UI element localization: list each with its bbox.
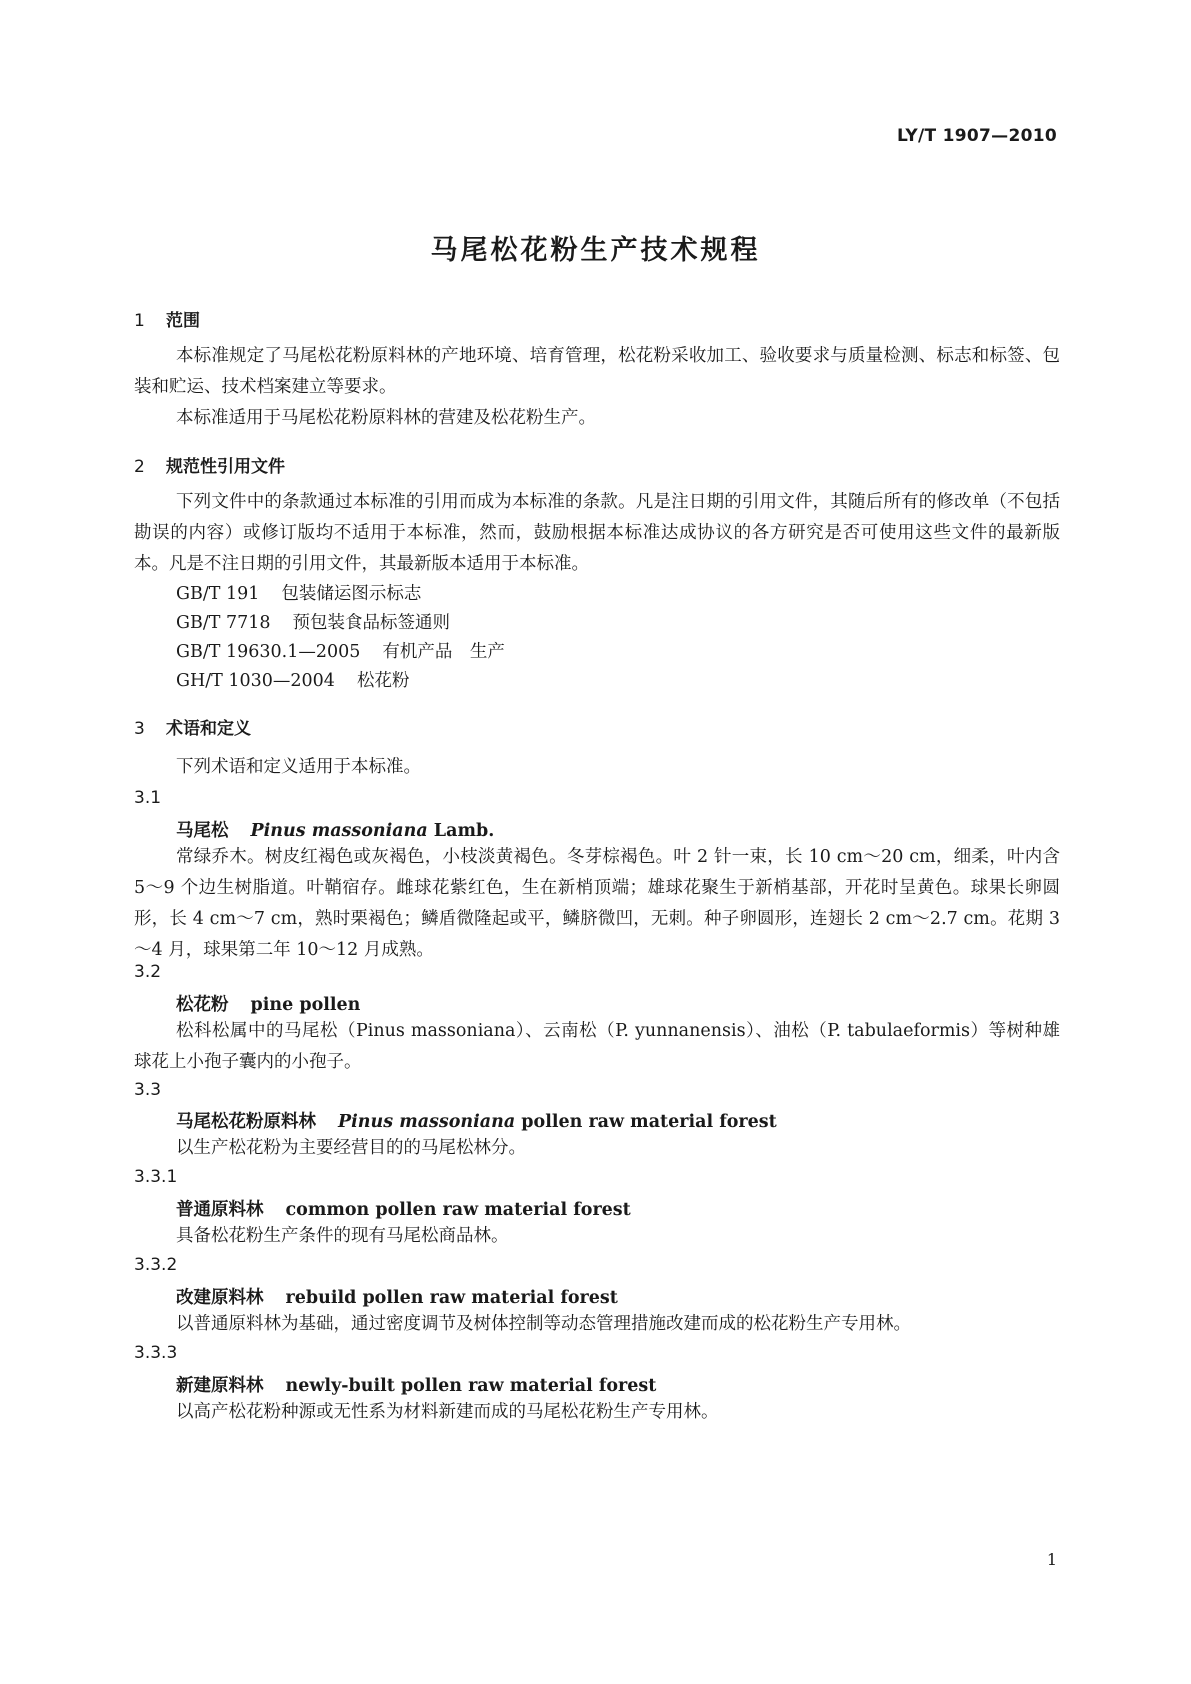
term-heading [176, 817, 494, 842]
term-definition: 以高产松花粉种源或无性系为材料新建而成的马尾松花粉生产专用林。 [176, 1402, 719, 1422]
reference-title: 有机产品 生产 [382, 642, 505, 662]
term-heading [176, 1284, 618, 1309]
term-definition: 以生产松花粉为主要经营目的的马尾松林分。 [176, 1138, 526, 1158]
term-en [251, 821, 495, 841]
term-en: rebuild pollen raw material forest [285, 1288, 618, 1308]
reference-title: 包装储运图示标志 [281, 584, 422, 604]
section-1-paragraph-1: 本标准规定了马尾松花粉原料林的产地环境、培育管理，松花粉采收加工、验收要求与质量检测、标志和标签、包装和贮运、技术档案建立等要求。 [134, 346, 1060, 397]
term-heading [176, 1196, 631, 1221]
page-number: 1 [1046, 1550, 1057, 1569]
reference-item [176, 609, 450, 634]
term-definition: 以普通原料林为基础，通过密度调节及树体控制等动态管理措施改建而成的松花粉生产专用林。 [176, 1314, 911, 1334]
term-en: newly-built pollen raw material forest [285, 1376, 657, 1396]
reference-item [176, 667, 409, 692]
clause-number: 3.3 [134, 1080, 162, 1100]
section-1-heading [134, 306, 200, 331]
clause-number: 3.3.2 [134, 1255, 178, 1275]
term-definition: 松科松属中的马尾松（Pinus massoniana）、云南松（P. yunnanensis）、油松（P. tabulaeformis）等树种雄球花上小孢子囊内的小孢子。 [134, 1021, 1060, 1072]
section-title: 规范性引用文件 [166, 457, 285, 477]
term-zh: 松花粉 [176, 995, 229, 1015]
clause-number: 3.1 [134, 788, 162, 808]
document-title: 马尾松花粉生产技术规程 [430, 235, 761, 266]
reference-item [176, 580, 421, 605]
term-en: common pollen raw material forest [285, 1200, 631, 1220]
clause-number: 3.3.3 [134, 1343, 178, 1363]
term-en [338, 1112, 777, 1132]
term-zh: 马尾松 [176, 821, 229, 841]
section-3-intro: 下列术语和定义适用于本标准。 [176, 757, 421, 777]
reference-code: GB/T 19630.1—2005 [176, 642, 361, 662]
section-2-paragraph: 下列文件中的条款通过本标准的引用而成为本标准的条款。凡是注日期的引用文件，其随后所有的修改单（不包括勘误的内容）或修订版均不适用于本标准，然而，鼓励根据本标准达成协议的各方研究是否可使用这些文件的最新版本。凡是不注日期的引用文件，其最新版本适用于本标准。 [134, 492, 1060, 574]
term-zh: 马尾松花粉原料林 [176, 1112, 316, 1132]
term-en-italic: Pinus massoniana [338, 1112, 516, 1132]
term-en-italic: Pinus massoniana [250, 821, 428, 841]
term-heading [176, 1372, 656, 1397]
standard-code: LY/T 1907—2010 [896, 126, 1057, 146]
reference-code: GH/T 1030—2004 [176, 671, 335, 691]
term-en-plain: Lamb. [427, 821, 495, 841]
section-number: 2 [134, 457, 145, 477]
reference-title: 预包装食品标签通则 [292, 613, 451, 633]
term-heading [176, 991, 360, 1016]
term-en: pine pollen [250, 995, 361, 1015]
section-number: 3 [134, 719, 145, 739]
term-zh: 普通原料林 [176, 1200, 264, 1220]
section-title: 术语和定义 [166, 719, 251, 739]
clause-number: 3.3.1 [134, 1167, 178, 1187]
term-heading [176, 1108, 777, 1133]
term-zh: 改建原料林 [176, 1288, 264, 1308]
section-title: 范围 [166, 311, 200, 331]
section-number: 1 [134, 311, 145, 331]
term-zh: 新建原料林 [176, 1376, 264, 1396]
reference-title: 松花粉 [356, 671, 410, 691]
section-1-paragraph-2: 本标准适用于马尾松花粉原料林的营建及松花粉生产。 [176, 408, 596, 428]
term-en-plain: pollen raw material forest [515, 1112, 777, 1132]
reference-code: GB/T 7718 [176, 613, 271, 633]
section-2-heading [134, 452, 285, 477]
term-definition: 具备松花粉生产条件的现有马尾松商品林。 [176, 1226, 509, 1246]
reference-code: GB/T 191 [176, 584, 260, 604]
clause-number: 3.2 [134, 962, 162, 982]
section-3-heading [134, 714, 251, 739]
term-definition: 常绿乔木。树皮红褐色或灰褐色，小枝淡黄褐色。冬芽棕褐色。叶 2 针一束，长 10 cm～20 cm，细柔，叶内含 5～9 个边生树脂道。叶鞘宿存。雌球花紫红色，生在新梢顶端；雄球花聚生于新梢基部，开花时呈黄色。球果长卵圆形，长 4 cm～7 cm，熟时栗褐色；鳞盾微隆起或平，鳞脐微凹，无刺。种子卵圆形，连翅长 2 cm～2.7 cm。花期 3～4 月，球果第二年 10～12 月成熟。 [134, 847, 1060, 960]
reference-item [176, 638, 505, 663]
